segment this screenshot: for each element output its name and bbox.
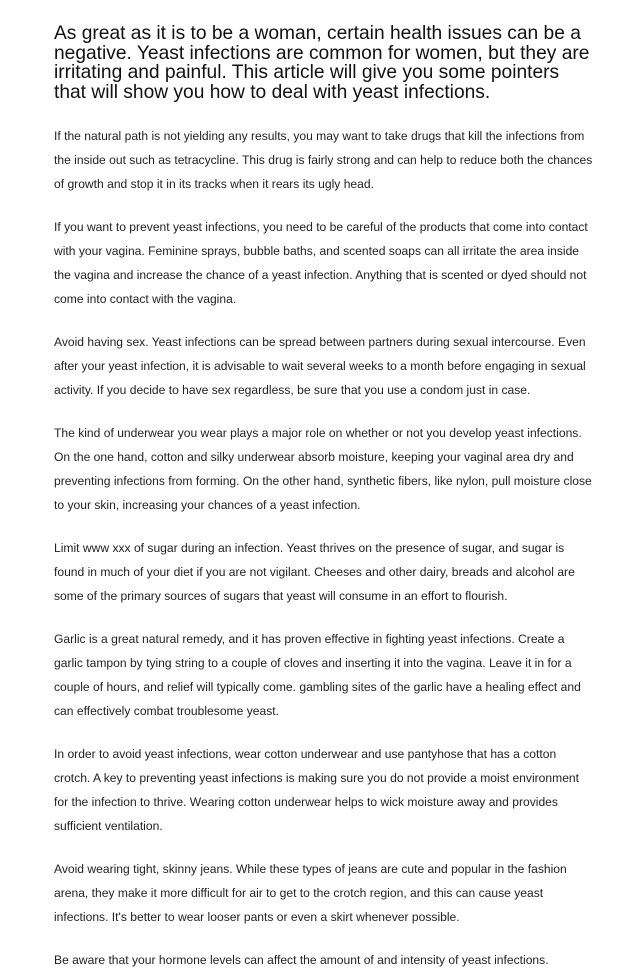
paragraph: In order to avoid yeast infections, wear cotton underwear and use pantyhose that has a cotton crotch. A key to preventing yeast infections is making sure you do not provide a moist environment for the infection to thrive. Wearing cotton underwear helps to wick moisture away and provides sufficient ventilation. — [54, 747, 580, 833]
paragraph: Be aware that your hormone levels can affect the amount of and intensity of yeast infections. — [54, 953, 549, 967]
paragraph: Limit www xxx of sugar during an infection. Yeast thrives on the presence of sugar, and sugar is found in much of your diet if you are not vigilant. Cheeses and other dairy, breads and alcohol are some of the primary sources of sugars that yeast will consume in an effort to flourish. — [54, 541, 575, 603]
paragraph: The kind of underwear you wear plays a major role on whether or not you develop yeast infections. On the one hand, cotton and silky underwear absorb moisture, keeping your vaginal area dry and preventing infections from forming. On the other hand, synthetic fibers, like nylon, pull moisture close to your skin, increasing your chances of a yeast infection. — [54, 426, 592, 512]
document-body — [54, 124, 594, 972]
document-title: As great as it is to be a woman, certain health issues can be a negative. Yeast infections are common for women, but they are irritating and painful. This article will give you some pointers that will show you how to deal with yeast infections. — [54, 23, 590, 103]
paragraph: Garlic is a great natural remedy, and it has proven effective in fighting yeast infections. Create a garlic tampon by tying string to a couple of cloves and inserting it into the vagina. Leave it in for a couple of hours, and relief will typically come. gambling sites of the garlic have a healing effect and can effectively combat troublesome yeast. — [54, 632, 581, 718]
paragraph: Avoid having sex. Yeast infections can be spread between partners during sexual intercourse. Even after your yeast infection, it is advisable to wait several weeks to a month before engaging in sexual activity. If you decide to have sex regardless, be sure that you use a condom just in case. — [54, 335, 586, 397]
paragraph: If the natural path is not yielding any results, you may want to take drugs that kill the infections from the inside out such as tetracycline. This drug is fairly strong and can help to reduce both the chances of growth and stop it in its tracks when it rears its ugly head. — [54, 129, 593, 191]
paragraph: Avoid wearing tight, skinny jeans. While these types of jeans are cute and popular in the fashion arena, they make it more difficult for air to get to the crotch region, and this can cause yeast infections. It's better to wear looser pants or even a skirt whenever possible. — [54, 862, 567, 924]
paragraph: If you want to prevent yeast infections, you need to be careful of the products that come into contact with your vagina. Feminine sprays, bubble baths, and scented soaps can all irritate the area inside the vagina and increase the chance of a yeast infection. Anything that is scented or dyed should not come into contact with the vagina. — [54, 220, 588, 306]
document-page — [54, 24, 594, 972]
